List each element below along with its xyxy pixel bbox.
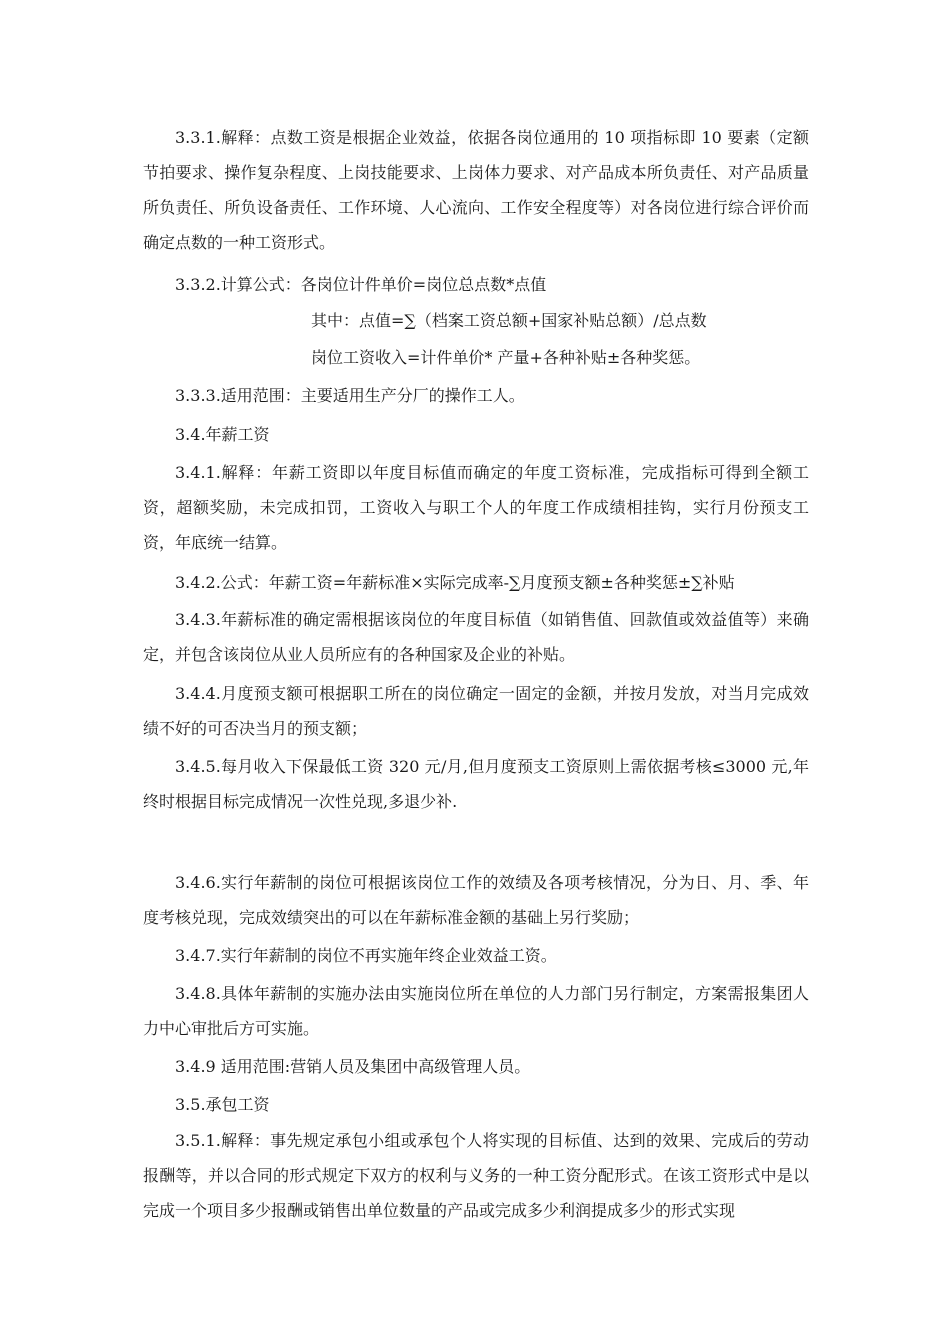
paragraph-3-4-6: 3.4.6.实行年薪制的岗位可根据该岗位工作的效绩及各项考核情况，分为日、月、季、年度考核兑现，完成效绩突出的可以在年薪标准金额的基础上另行奖励； [143,873,809,927]
paragraph-3-4-8: 3.4.8.具体年薪制的实施办法由实施岗位所在单位的人力部门另行制定，方案需报集团人力中心审批后方可实施。 [143,984,809,1038]
heading-3-4: 3.4.年薪工资 [175,425,270,444]
paragraph-3-3-1: 3.3.1.解释：点数工资是根据企业效益，依据各岗位通用的 10 项指标即 10 要素（定额节拍要求、操作复杂程度、上岗技能要求、上岗体力要求、对产品成本所负责任、对产品质量所负责任、所负设备责任、工作环境、人心流向、工作安全程度等）对各岗位进行综合评价而确定点数的一种工资形式。 [143,128,809,252]
paragraph-3-4-9: 3.4.9 适用范围:营销人员及集团中高级管理人员。 [175,1057,531,1076]
paragraph-3-5-1: 3.5.1.解释：事先规定承包小组或承包个人将实现的目标值、达到的效果、完成后的劳动报酬等，并以合同的形式规定下双方的权利与义务的一种工资分配形式。在该工资形式中是以完成一个项目多少报酬或销售出单位数量的产品或完成多少利润提成多少的形式实现 [143,1131,809,1220]
paragraph-3-4-4: 3.4.4.月度预支额可根据职工所在的岗位确定一固定的金额，并按月发放，对当月完成效绩不好的可否决当月的预支额； [143,684,809,738]
paragraph-3-4-2: 3.4.2.公式：年薪工资=年薪标准×实际完成率-∑月度预支额±各种奖惩±∑补贴 [175,573,735,592]
paragraph-3-3-3: 3.3.3.适用范围：主要适用生产分厂的操作工人。 [175,386,525,405]
heading-3-5: 3.5.承包工资 [175,1095,270,1114]
paragraph-3-4-1: 3.4.1.解释：年薪工资即以年度目标值而确定的年度工资标准，完成指标可得到全额工资，超额奖励，未完成扣罚，工资收入与职工个人的年度工作成绩相挂钩，实行月份预支工资，年底统一结算。 [143,463,809,552]
formula-post-income: 岗位工资收入=计件单价* 产量+各种补贴±各种奖惩。 [311,348,701,367]
formula-point-value: 其中：点值=∑（档案工资总额+国家补贴总额）/总点数 [311,311,707,330]
paragraph-3-4-7: 3.4.7.实行年薪制的岗位不再实施年终企业效益工资。 [175,946,557,965]
paragraph-3-4-5: 3.4.5.每月收入下保最低工资 320 元/月,但月度预支工资原则上需依据考核≤3000 元,年终时根据目标完成情况一次性兑现,多退少补. [143,757,809,811]
paragraph-3-4-3: 3.4.3.年薪标准的确定需根据该岗位的年度目标值（如销售值、回款值或效益值等）来确定，并包含该岗位从业人员所应有的各种国家及企业的补贴。 [143,610,809,664]
paragraph-3-3-2: 3.3.2.计算公式：各岗位计件单价=岗位总点数*点值 [175,275,547,294]
